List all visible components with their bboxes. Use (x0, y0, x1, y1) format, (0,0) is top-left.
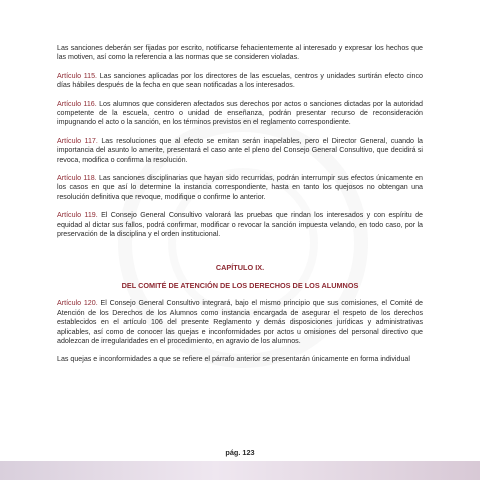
section-title: DEL COMITÉ DE ATENCIÓN DE LOS DERECHOS DE LOS ALUMNOS (121, 280, 359, 290)
article-120 (57, 299, 423, 346)
article-text: El Consejo General Consultivo integrará, bajo el mismo principio que sus comisiones, el Comité de Atención de los Derechos de los Alumnos como instancia encargada de asegurar el respeto de los derechos establecidos en el artículo 106 del presente Reglamento y demás disposiciones jurídicas y administrativas aplicables, así como de conocer las quejas e inconformidades por actos u omisiones del personal directivo que adolezcan de irregularidades en el procedimiento, en agravio de los alumnos. (57, 299, 423, 345)
page-number: pág. 123 (225, 448, 255, 457)
chapter-title: CAPÍTULO IX. (215, 262, 265, 272)
footer-band (0, 461, 480, 480)
article-119 (57, 211, 423, 239)
article-number: Artículo 120. (57, 299, 98, 308)
paragraph-quejas (57, 355, 423, 364)
article-text: El Consejo General Consultivo valorará las pruebas que rindan los interesados y con espíritu de equidad al dictar sus fallos, podrá confirmar, modificar o revocar la sanción impuesta velando, en todo caso, por la preservación de la disciplina y el orden institucional. (57, 211, 423, 239)
paragraph-text: Las quejas e inconformidades a que se refiere el párrafo anterior se presentarán únicamente en forma individual (57, 355, 410, 364)
document-body (57, 44, 423, 374)
article-116 (57, 100, 423, 128)
paragraph-text: Las sanciones deberán ser fijadas por escrito, notificarse fehacientemente al interesado y expresar los hechos que las motiven, así como la referencia a las normas que se consideren violadas. (57, 44, 423, 62)
article-number: Artículo 119. (57, 211, 98, 220)
article-number: Artículo 115. (57, 71, 98, 80)
article-117 (57, 137, 423, 165)
article-text: Las sanciones aplicadas por los directores de las escuelas, centros y unidades surtirán efecto cinco días hábiles después de la fecha en que sean notificadas a los interesados. (57, 71, 423, 90)
article-text: Las sanciones disciplinarias que hayan sido recurridas, podrán interrumpir sus efectos únicamente en los casos en que así lo determine la instancia correspondiente, hasta en tanto los quejosos no obtengan una resolución definitiva que revoque, modifique o confirme lo anterior. (57, 174, 423, 201)
article-118 (57, 174, 423, 202)
article-115 (57, 72, 423, 91)
paragraph-sanciones-escrito (57, 44, 423, 63)
article-number: Artículo 118. (57, 174, 97, 183)
article-number: Artículo 117. (57, 136, 98, 145)
article-text: Los alumnos que consideren afectados sus derechos por actos o sanciones dictadas por la autoridad competente de la escuela, centro o unidad de enseñanza, podrán presentar recurso de reconsideración impugnando el acto o la sanción, en los términos previstos en el reglamento correspondiente. (57, 99, 423, 127)
article-number: Artículo 116. (57, 99, 97, 108)
article-text: Las resoluciones que al efecto se emitan serán inapelables, pero el Director General, cuando la importancia del asunto lo amerite, presentará el caso ante el pleno del Consejo General Consultivo, que decidirá si revoca, modifica o confirma la resolución. (57, 136, 423, 164)
